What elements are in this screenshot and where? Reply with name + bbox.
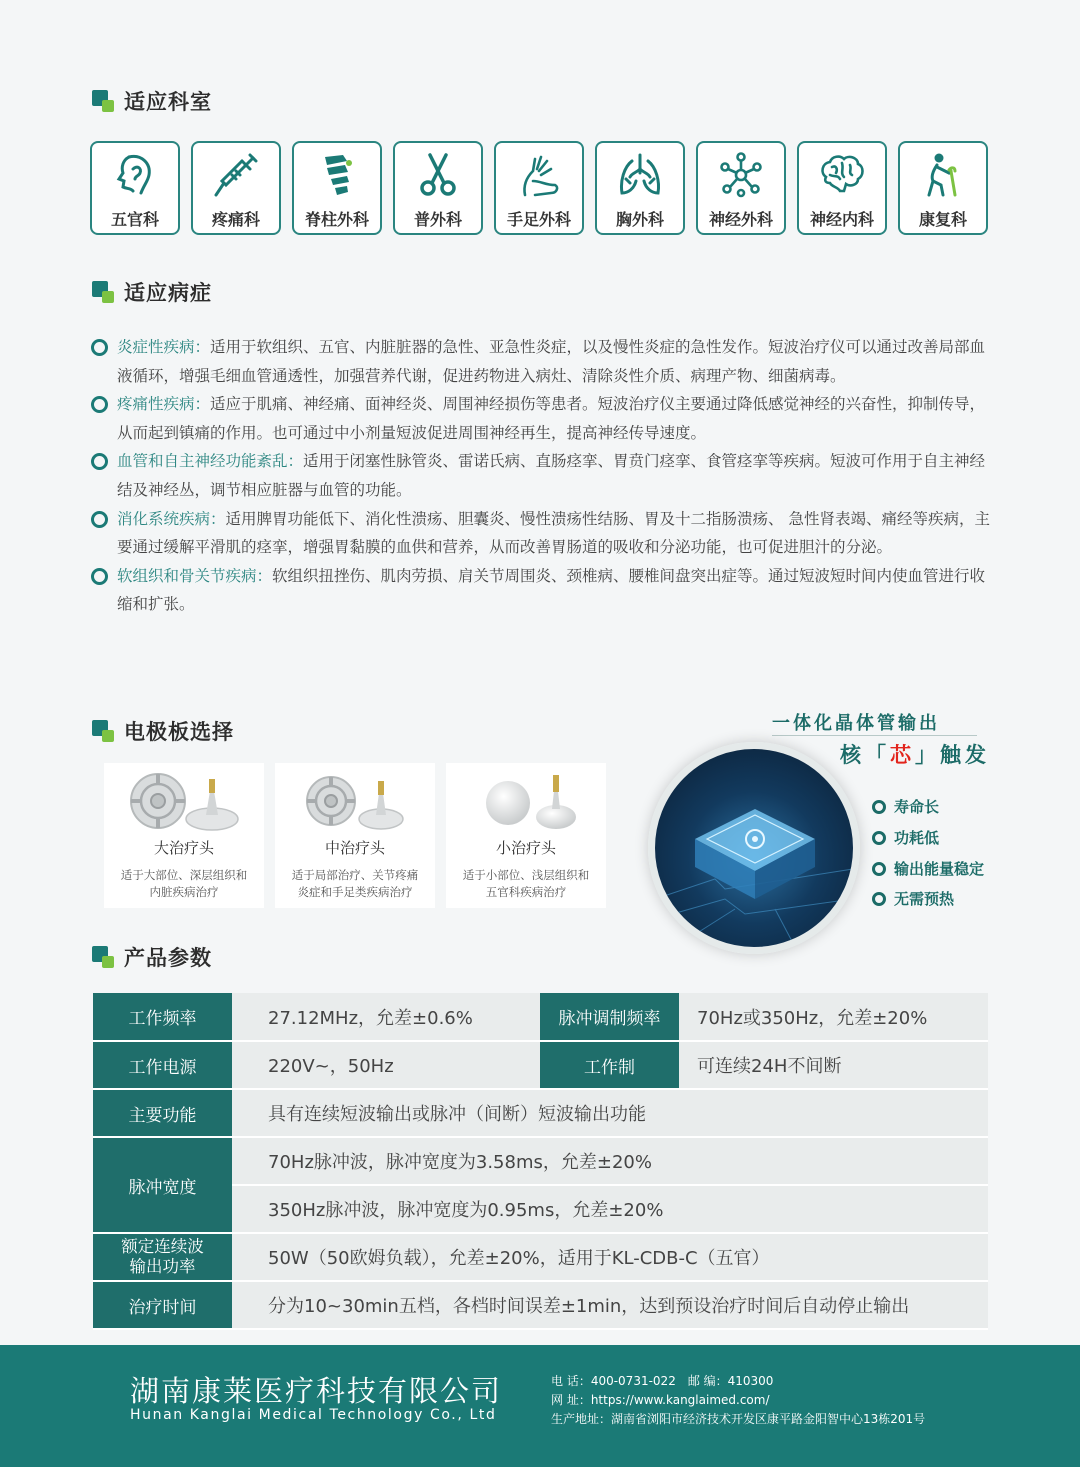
neuron-icon [717,151,765,199]
department-card [898,141,988,235]
hand-foot-icon [515,151,563,199]
small-electrode-image [466,769,586,835]
ring-bullet-icon [872,800,886,814]
chip-graphic [655,749,853,947]
department-card [595,141,685,235]
section-square-icon [92,281,114,303]
disease-title: 软组织和骨关节疾病： [117,566,273,585]
disease-item [90,447,990,504]
website-link[interactable]: 网 址：https://www.kanglaimed.com/ [551,1393,770,1407]
chip-headline: 一体化晶体管输出 [772,713,940,734]
params-table [93,993,988,1330]
param-value: 70Hz或350Hz，允差±20% [679,993,988,1041]
disease-text: 适用于软组织、五官、内脏脏器的急性、亚急性炎症，以及慢性炎症的急性发作。短波治疗仪可以通过改善局部血液循环，增强毛细血管通透性，加强营养代谢，促进药物进入病灶、清除炎性介质、病理产物、细菌病毒。 [117,338,986,385]
electrode-card [104,763,264,908]
department-card [90,141,180,235]
department-label: 疼痛科 [211,210,260,229]
electrode-desc: 适于小部位、浅层组织和 五官科疾病治疗 [462,868,590,899]
department-card [292,141,382,235]
company-name-en: Hunan Kanglai Medical Technology Co., Ltd [130,1407,497,1423]
disease-item [90,505,990,562]
ring-bullet-icon [872,892,886,906]
phone-text: 电 话：400-0731-022 邮 编：410300 [551,1374,774,1388]
footer [0,1345,1080,1467]
department-label: 手足外科 [506,210,571,229]
elderly-cane-icon [919,151,967,199]
disease-item [90,562,990,619]
param-value: 350Hz脉冲波，脉冲宽度为0.95ms，允差±20% [232,1185,988,1233]
electrode-name: 小治疗头 [495,839,556,857]
disease-list [90,333,990,619]
ring-bullet-icon [91,568,108,585]
company-name-cn: 湖南康莱医疗科技有限公司 [130,1374,503,1408]
disease-item [90,333,990,390]
department-label: 神经内科 [809,210,874,229]
table-row [93,1281,988,1329]
ring-bullet-icon [91,396,108,413]
disease-text: 适应于肌痛、神经痛、面神经炎、周围神经损伤等患者。短波治疗仪主要通过降低感觉神经的兴奋性，抑制传导，从而起到镇痛的作用。也可通过中小剂量短波促进周围神经再生，提高神经传导速度。 [117,395,986,442]
disease-text: 适用于闭塞性脉管炎、雷诺氏病、直肠痉挛、胃贲门痉挛、食管痉挛等疾病。短波可作用于自主神经结及神经丛，调节相应脏器与血管的功能。 [117,452,986,499]
chip-feature: 功耗低 [872,827,939,848]
ring-bullet-icon [91,339,108,356]
table-row [93,1137,988,1185]
large-electrode-image [124,769,244,835]
param-value: 27.12MHz，允差±0.6% [232,993,540,1041]
chip-subheadline: 核「芯」触发 [840,743,990,767]
department-list [90,141,988,235]
param-label: 工作频率 [93,993,232,1041]
ring-bullet-icon [91,511,108,528]
param-value: 70Hz脉冲波，脉冲宽度为3.58ms，允差±20% [232,1137,988,1185]
param-label: 脉冲调制频率 [540,993,679,1041]
param-label: 治疗时间 [93,1281,232,1329]
department-label: 胸外科 [615,210,664,229]
ring-bullet-icon [872,862,886,876]
disease-text: 适用脾胃功能低下、消化性溃疡、胆囊炎、慢性溃疡性结肠、胃及十二指肠溃疡、 急性肾表竭、痛经等疾病，主要通过缓解平滑肌的痉挛，增强胃黏膜的血供和营养，从而改善胃肠道的吸收和分泌功能，也可促进胆汁的分泌。 [117,509,990,557]
param-label: 额定连续波 输出功率 [93,1233,232,1281]
contact-info [551,1372,925,1429]
department-label: 康复科 [918,210,967,229]
disease-text: 软组织扭挫伤、肌肉劳损、肩关节周围炎、颈椎病、腰椎间盘突出症等。通过短波短时间内使血管进行收缩和扩张。 [117,566,986,614]
spine-icon [313,151,361,199]
address-text: 生产地址：湖南省浏阳市经济技术开发区康平路金阳智中心13栋201号 [551,1412,926,1426]
disease-item [90,390,990,447]
param-label: 工作制 [540,1041,679,1089]
section-title-departments: 适应科室 [92,86,212,116]
department-card [696,141,786,235]
chip-feature: 无需预热 [872,888,954,909]
param-value: 可连续24H不间断 [679,1041,988,1089]
department-label: 普外科 [413,210,462,229]
lungs-icon [616,151,664,199]
department-label: 五官科 [110,210,159,229]
department-card [191,141,281,235]
medium-electrode-image [295,769,415,835]
section-title-diseases: 适应病症 [92,277,212,307]
electrode-desc: 适于局部治疗、关节疼痛 炎症和手足类疾病治疗 [291,868,419,899]
param-value: 50W（50欧姆负载），允差±20%，适用于KL-CDB-C（五官） [232,1233,988,1281]
disease-title: 疼痛性疾病： [117,395,211,414]
table-row [93,1041,988,1089]
chip-feature: 输出能量稳定 [872,858,984,879]
department-card [494,141,584,235]
disease-title: 血管和自主神经功能紊乱： [117,452,304,471]
param-label: 工作电源 [93,1041,232,1089]
table-row [93,1233,988,1281]
syringe-icon [212,151,260,199]
param-label: 脉冲宽度 [93,1137,232,1233]
param-value: 分为10~30min五档，各档时间误差±1min，达到预设治疗时间后自动停止输出 [232,1281,988,1329]
table-row [93,993,988,1041]
scissors-icon [414,151,462,199]
electrode-name: 大治疗头 [153,839,214,857]
chip-image [648,742,860,954]
electrode-card [446,763,606,908]
department-card [797,141,887,235]
param-value: 220V~，50Hz [232,1041,540,1089]
disease-title: 炎症性疾病： [117,338,211,356]
table-row [93,1089,988,1137]
param-value: 具有连续短波输出或脉冲（间断）短波输出功能 [232,1089,988,1137]
electrode-card [275,763,435,908]
section-title-params: 产品参数 [92,942,212,972]
section-square-icon [92,946,114,968]
ring-bullet-icon [872,831,886,845]
divider [772,735,977,736]
electrode-name: 中治疗头 [324,839,385,857]
section-title-electrodes: 电极板选择 [92,716,234,746]
section-square-icon [92,90,114,112]
section-square-icon [92,720,114,742]
electrode-desc: 适于大部位、深层组织和 内脏疾病治疗 [120,868,248,899]
department-card [393,141,483,235]
face-profile-icon [111,151,159,199]
department-label: 神经外科 [708,210,773,229]
brain-icon [818,151,866,199]
param-label: 主要功能 [93,1089,232,1137]
chip-feature: 寿命长 [872,796,939,817]
disease-title: 消化系统疾病： [117,509,226,528]
department-label: 脊柱外科 [304,210,369,229]
ring-bullet-icon [91,453,108,470]
